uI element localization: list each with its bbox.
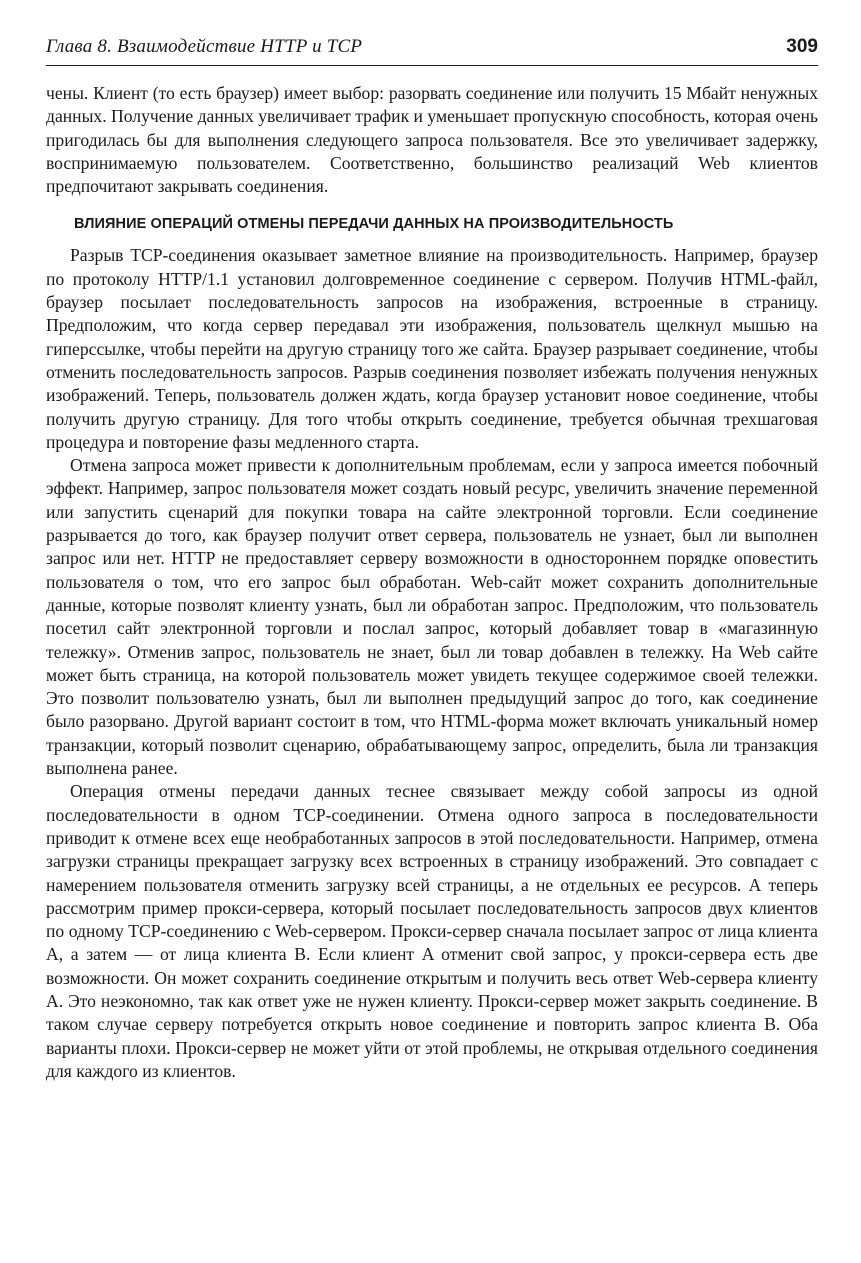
continued-paragraph: чены. Клиент (то есть браузер) имеет выбор: разорвать соединение или получить 15 Мбайт ненужных данных. Получение данных увеличивает трафик и уменьшает пропускную способность, которая очень пригодилась бы для выполнения следующего запроса пользователя. Все это увеличивает задержку, воспринимаемую пользователем. Соответственно, большинство реализаций Web клиентов предпочитают закрывать соединения. [46,83,818,197]
body-text [46,82,818,1083]
book-page [46,36,818,1083]
page-number: 309 [786,36,818,57]
running-header [46,36,818,66]
chapter-title: Глава 8. Взаимодействие HTTP и TCP [46,36,363,57]
section-heading: ВЛИЯНИЕ ОПЕРАЦИЙ ОТМЕНЫ ПЕРЕДАЧИ ДАННЫХ НА ПРОИЗВОДИТЕЛЬНОСТЬ [74,216,674,233]
paragraph-2: Отмена запроса может привести к дополнительным проблемам, если у запроса имеется побочный эффект. Например, запрос пользователя может создать новый ресурс, увеличить значение переменной или запустить сценарий для покупки товара на сайте электронной торговли. Если соединение разрывается до того, как браузер получит ответ сервера, пользователь не узнает, был ли выполнен запрос или нет. HTTP не предоставляет серверу возможности в одностороннем порядке оповестить пользователя о том, что его запрос был обработан. Web-сайт может сохранить дополнительные данные, которые позволят клиенту узнать, был ли обработан запрос. Предположим, что пользователь посетил сайт электронной торговли и послал запрос, который добавляет товар в «магазинную тележку». Отменив запрос, пользователь не знает, был ли товар добавлен в тележку. На Web сайте может быть страница, на которой пользователь может увидеть текущее содержимое своей тележки. Это позволит пользователю узнать, был ли выполнен предыдущий запрос до того, как соединение было разорвано. Другой вариант состоит в том, что HTML-форма может включать уникальный номер транзакции, который позволит сценарию, обрабатывающему запрос, определить, была ли транзакция выполнена ранее. [46,455,818,779]
paragraph-1: Разрыв TCP-соединения оказывает заметное влияние на производительность. Например, браузер по протоколу HTTP/1.1 установил долговременное соединение с сервером. Получив HTML-файл, браузер посылает последовательность запросов на изображения, встроенные в страницу. Предположим, что когда сервер передавал эти изображения, пользователь щелкнул мышью на гиперссылке, чтобы перейти на другую страницу того же сайта. Браузер разрывает соединение, чтобы отменить последовательность запросов. Разрыв соединения позволяет избежать получения ненужных изображений. Теперь, пользователь должен ждать, когда браузер установит новое соединение, чтобы получить другую страницу. Для того чтобы открыть соединение, требуется обычная трехшаговая процедура и повторение фазы медленного старта. [46,245,818,452]
paragraph-3: Операция отмены передачи данных теснее связывает между собой запросы из одной последовательности в одном TCP-соединении. Отмена одного запроса в последовательности приводит к отмене всех еще необработанных запросов в этой последовательности. Например, отмена загрузки страницы прекращает загрузку всех встроенных в страницу изображений. Это совпадает с намерением пользователя отменить загрузку всей страницы, а не отдельных ее ресурсов. А теперь рассмотрим пример прокси-сервера, который посылает последовательность запросов двух клиентов по одному TCP-соединению с Web-сервером. Прокси-сервер сначала посылает запрос от лица клиента A, а затем — от лица клиента B. Если клиент A отменит свой запрос, у прокси-сервера есть две возможности. Он может сохранить соединение открытым и получить весь ответ Web-сервера клиенту A. Это неэкономно, так как ответ уже не нужен клиенту. Прокси-сервер может закрыть соединение. В таком случае серверу потребуется открыть новое соединение и повторить запрос клиента B. Оба варианты плохи. Прокси-сервер не может уйти от этой проблемы, не открывая отдельного соединения для каждого из клиентов. [46,781,818,1081]
